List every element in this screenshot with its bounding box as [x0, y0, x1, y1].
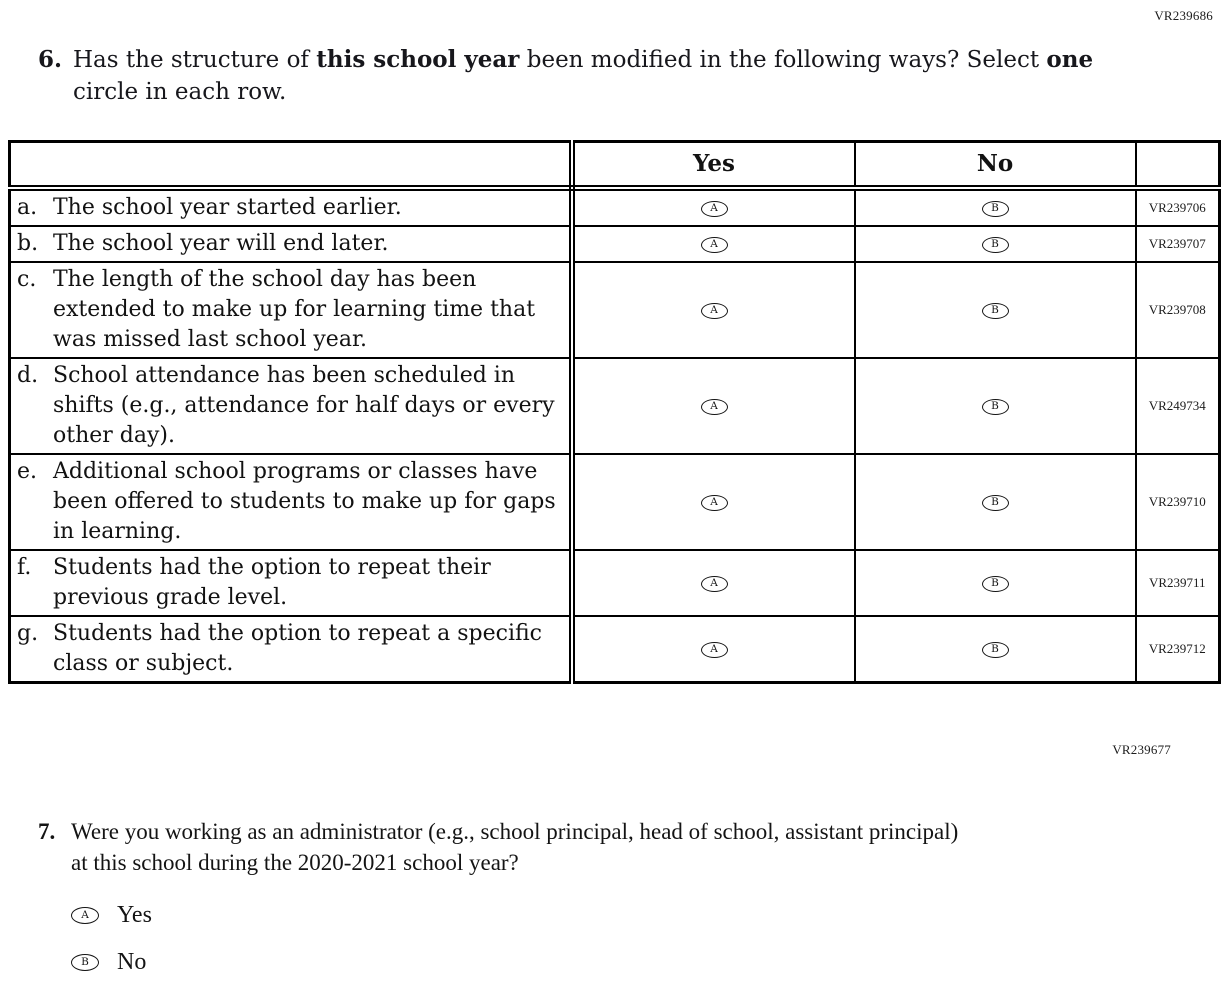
- row-b-no-cell: [855, 226, 1136, 262]
- table-row-d: [10, 358, 1220, 454]
- header-no: No: [855, 142, 1136, 188]
- header-empty-stem: [10, 142, 572, 188]
- row-letter: f.: [17, 554, 32, 580]
- question-6-text-part: Has the structure of: [73, 47, 317, 73]
- row-d-stem: [10, 358, 572, 454]
- form-code-top: VR239686: [1154, 8, 1213, 23]
- bubble-letter: A: [710, 202, 718, 215]
- question-6-text: [73, 44, 1093, 108]
- row-text: The length of the school day has been extended to make up for learning time that was missed last school year.: [53, 266, 536, 352]
- table-header-row: [10, 142, 1220, 188]
- bubble-letter: B: [991, 577, 999, 590]
- row-f-code: VR239711: [1136, 550, 1220, 616]
- row-letter: g.: [17, 620, 39, 646]
- question-6-bold-part: this school year: [316, 46, 520, 73]
- question-6-line2: circle in each row.: [73, 79, 287, 105]
- row-e-no-bubble[interactable]: [982, 495, 1009, 511]
- question-6-bold-part: one: [1046, 46, 1094, 73]
- row-d-code: VR249734: [1136, 358, 1220, 454]
- row-f-no-bubble[interactable]: [982, 576, 1009, 592]
- question-7-no-label: No: [117, 948, 147, 975]
- row-e-no-cell: [855, 454, 1136, 550]
- row-f-yes-bubble[interactable]: [701, 576, 728, 592]
- row-letter: e.: [17, 458, 38, 484]
- bubble-letter: A: [710, 496, 718, 509]
- bubble-letter: B: [81, 955, 89, 968]
- row-e-yes-cell: [572, 454, 855, 550]
- row-text: School attendance has been scheduled in shifts (e.g., attendance for half days or every other day).: [53, 362, 555, 448]
- row-letter: d.: [17, 362, 39, 388]
- row-f-stem: [10, 550, 572, 616]
- table-row-c: [10, 262, 1220, 358]
- bubble-letter: B: [991, 400, 999, 413]
- bubble-letter: A: [710, 304, 718, 317]
- row-d-yes-cell: [572, 358, 855, 454]
- row-a-yes-cell: [572, 188, 855, 226]
- row-c-no-bubble[interactable]: [982, 303, 1009, 319]
- row-d-yes-bubble[interactable]: [701, 399, 728, 415]
- question-7-yes-bubble[interactable]: [71, 907, 99, 924]
- question-6-response-table: [8, 140, 1221, 684]
- table-row-g: [10, 616, 1220, 683]
- question-7-body: [71, 816, 958, 977]
- row-text: The school year will end later.: [53, 230, 389, 256]
- row-a-stem: [10, 188, 572, 226]
- row-letter: c.: [17, 266, 37, 292]
- row-a-no-cell: [855, 188, 1136, 226]
- header-yes: Yes: [572, 142, 855, 188]
- bubble-letter: B: [991, 496, 999, 509]
- row-f-yes-cell: [572, 550, 855, 616]
- row-letter: a.: [17, 194, 38, 220]
- row-a-code: VR239706: [1136, 188, 1220, 226]
- row-f-no-cell: [855, 550, 1136, 616]
- row-c-stem: [10, 262, 572, 358]
- table-row-f: [10, 550, 1220, 616]
- row-e-code: VR239710: [1136, 454, 1220, 550]
- bubble-letter: B: [991, 643, 999, 656]
- question-7-no-bubble[interactable]: [71, 954, 99, 971]
- row-d-no-cell: [855, 358, 1136, 454]
- row-text: Additional school programs or classes have been offered to students to make up for gaps in learning.: [53, 458, 556, 544]
- row-b-code: VR239707: [1136, 226, 1220, 262]
- question-7: [38, 816, 1158, 977]
- bubble-letter: A: [710, 643, 718, 656]
- row-a-yes-bubble[interactable]: [701, 201, 728, 217]
- question-7-number: 7.: [38, 819, 56, 844]
- form-code-mid: VR239677: [1112, 742, 1171, 757]
- row-b-stem: [10, 226, 572, 262]
- bubble-letter: B: [991, 238, 999, 251]
- row-text: Students had the option to repeat a specific class or subject.: [53, 620, 542, 676]
- question-7-option-yes[interactable]: [71, 900, 958, 930]
- question-6-number: 6.: [38, 46, 63, 73]
- question-6-text-part: been modified in the following ways? Select: [519, 47, 1047, 73]
- question-6: [38, 44, 1118, 108]
- row-a-no-bubble[interactable]: [982, 201, 1009, 217]
- table-row-a: [10, 188, 1220, 226]
- bubble-letter: A: [710, 400, 718, 413]
- row-c-yes-cell: [572, 262, 855, 358]
- bubble-letter: B: [991, 202, 999, 215]
- table-row-b: [10, 226, 1220, 262]
- row-letter: b.: [17, 230, 39, 256]
- question-7-line2: at this school during the 2020-2021 school year?: [71, 850, 519, 875]
- question-7-yes-label: Yes: [117, 901, 152, 928]
- row-c-yes-bubble[interactable]: [701, 303, 728, 319]
- row-b-yes-cell: [572, 226, 855, 262]
- bubble-letter: A: [710, 577, 718, 590]
- bubble-letter: B: [991, 304, 999, 317]
- row-g-no-cell: [855, 616, 1136, 683]
- row-g-no-bubble[interactable]: [982, 642, 1009, 658]
- row-text: Students had the option to repeat their previous grade level.: [53, 554, 491, 610]
- bubble-letter: A: [710, 238, 718, 251]
- row-b-yes-bubble[interactable]: [701, 237, 728, 253]
- bubble-letter: A: [81, 908, 89, 921]
- question-6-line1: [73, 44, 1093, 76]
- question-7-line1: Were you working as an administrator (e.g., school principal, head of school, assistant principal): [71, 819, 959, 844]
- row-text: The school year started earlier.: [53, 194, 402, 220]
- header-empty-code: [1136, 142, 1220, 188]
- row-c-code: VR239708: [1136, 262, 1220, 358]
- row-g-yes-cell: [572, 616, 855, 683]
- row-b-no-bubble[interactable]: [982, 237, 1009, 253]
- row-d-no-bubble[interactable]: [982, 399, 1009, 415]
- row-c-no-cell: [855, 262, 1136, 358]
- table-row-e: [10, 454, 1220, 550]
- row-e-stem: [10, 454, 572, 550]
- row-g-stem: [10, 616, 572, 683]
- row-g-yes-bubble[interactable]: [701, 642, 728, 658]
- row-g-code: VR239712: [1136, 616, 1220, 683]
- row-e-yes-bubble[interactable]: [701, 495, 728, 511]
- question-7-option-no[interactable]: [71, 947, 958, 977]
